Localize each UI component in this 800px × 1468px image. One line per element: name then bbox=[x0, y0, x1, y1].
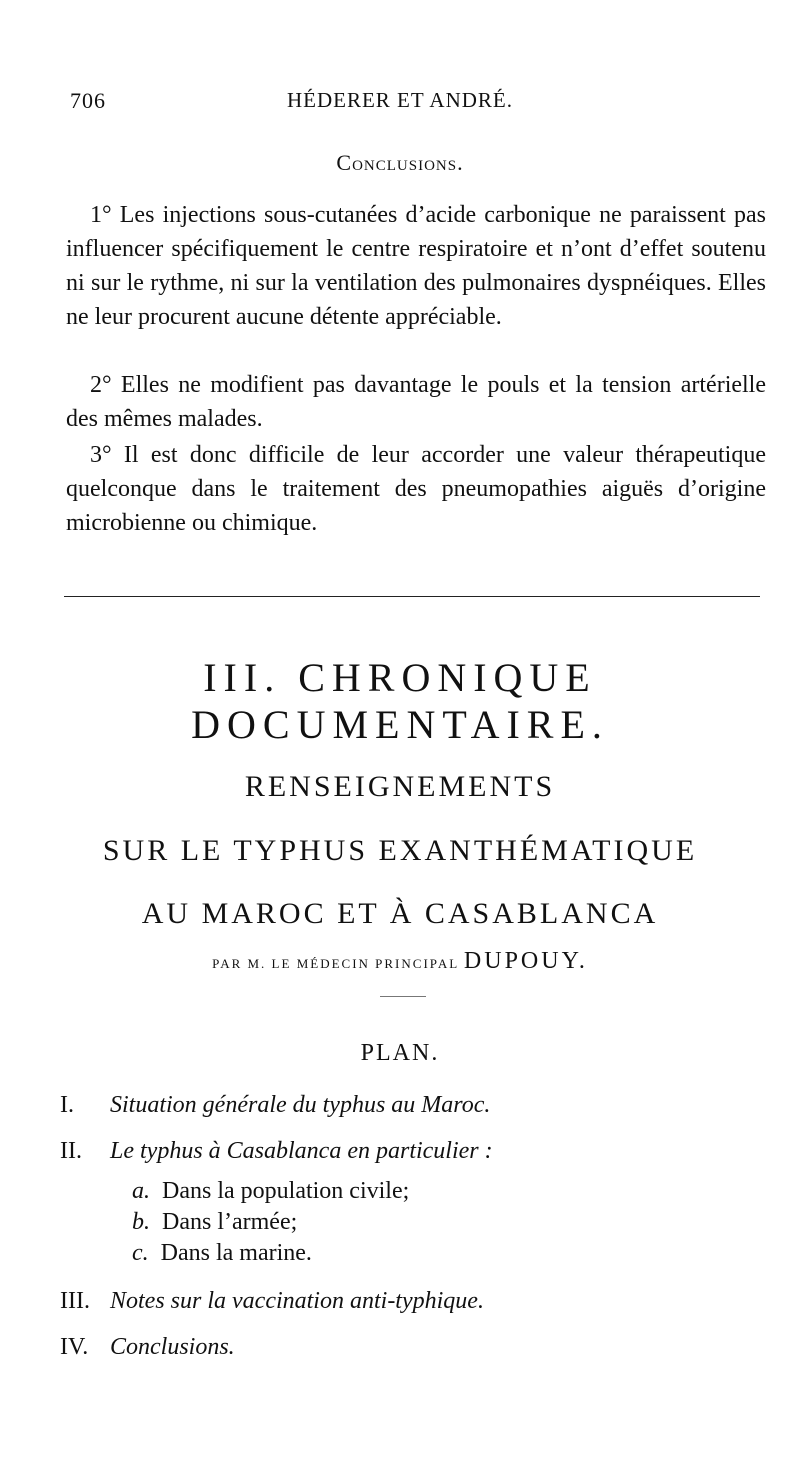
running-header bbox=[0, 88, 800, 118]
plan-subitem bbox=[132, 1240, 732, 1272]
section-divider bbox=[64, 596, 760, 597]
conclusion-text: 2° Elles ne modifient pas davantage le pouls et la tension artérielle des mêmes malades. bbox=[66, 372, 766, 432]
page-number: 706 bbox=[70, 88, 106, 113]
conclusion-text: 3° Il est donc difficile de leur accorder une valeur thérapeutique quelconque dans le traitement des pneumopathies aiguës d’origine microbienne ou chimique. bbox=[66, 442, 766, 536]
plan-item-number: I. bbox=[60, 1092, 74, 1118]
plan-item bbox=[0, 1288, 800, 1322]
byline bbox=[0, 948, 800, 975]
article-title-line: RENSEIGNEMENTS bbox=[244, 770, 556, 803]
plan-item-text: Le typhus à Casablanca en particulier : bbox=[110, 1138, 493, 1164]
plan-subitem-text: Dans la population civile; bbox=[162, 1178, 410, 1204]
plan-heading: PLAN. bbox=[360, 1040, 440, 1066]
conclusion-paragraph bbox=[66, 368, 766, 436]
plan-item-text: Conclusions. bbox=[110, 1334, 235, 1360]
article-title-line: SUR LE TYPHUS EXANTHÉMATIQUE bbox=[102, 834, 698, 867]
plan-item-text: Situation générale du typhus au Maroc. bbox=[110, 1092, 491, 1118]
conclusion-paragraph bbox=[66, 198, 766, 334]
plan-item-text: Notes sur la vaccination anti-typhique. bbox=[110, 1288, 484, 1314]
conclusions-heading: Conclusions. bbox=[336, 150, 464, 175]
article-title-line: AU MAROC ET À CASABLANCA bbox=[141, 897, 659, 930]
plan-subitem-text: Dans la marine. bbox=[160, 1240, 312, 1266]
plan-item bbox=[0, 1334, 800, 1368]
author-name: DUPOUY. bbox=[463, 948, 588, 974]
plan-item bbox=[0, 1138, 800, 1172]
short-divider bbox=[380, 996, 426, 997]
byline-prefix: PAR M. LE MÉDECIN PRINCIPAL bbox=[212, 956, 459, 971]
running-title: HÉDERER ET ANDRÉ. bbox=[286, 88, 514, 112]
conclusion-text: 1° Les injections sous-cutanées d’acide carbonique ne paraissent pas influencer spécifiquement le centre respiratoire et n’ont d’effet soutenu ni sur le rythme, ni sur la ventilation des pulmonaires dyspnéiques. Elles ne leur procurent aucune détente appréciable. bbox=[66, 202, 766, 330]
plan-subitem-text: Dans l’armée; bbox=[162, 1209, 298, 1235]
section-title: III. CHRONIQUE DOCUMENTAIRE. bbox=[191, 655, 609, 747]
plan-item bbox=[0, 1092, 800, 1126]
plan-subitem bbox=[132, 1209, 732, 1241]
plan-subitem-letter: a. bbox=[132, 1178, 150, 1204]
plan-subitem bbox=[132, 1178, 732, 1210]
plan-item-number: III. bbox=[60, 1288, 90, 1314]
conclusion-paragraph bbox=[66, 438, 766, 540]
plan-subitem-letter: c. bbox=[132, 1240, 149, 1266]
plan-item-number: II. bbox=[60, 1138, 82, 1164]
plan-subitem-letter: b. bbox=[132, 1209, 150, 1235]
plan-item-number: IV. bbox=[60, 1334, 89, 1360]
